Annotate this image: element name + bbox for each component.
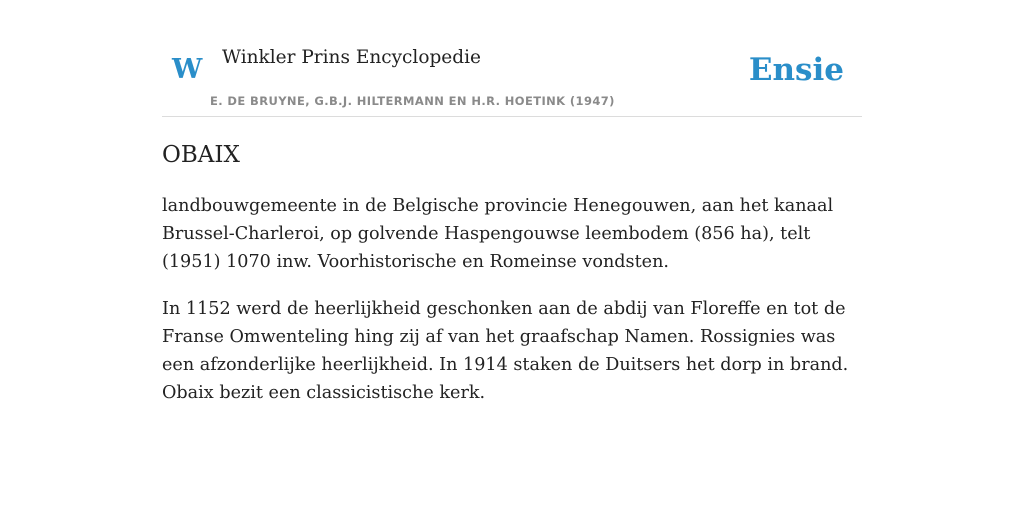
article-body	[162, 192, 862, 426]
entry-title: OBAIX	[162, 142, 240, 168]
article-paragraph: In 1152 werd de heerlijkheid geschonken aan de abdij van Floreffe en tot de Franse Omwenteling hing zij af van het graafschap Namen. Rossignies was een afzonderlijke heerlijkheid. In 1914 staken de Duitsers het dorp in brand. Obaix bezit een classicistische kerk.	[162, 299, 849, 403]
source-authors: E. DE BRUYNE, G.B.J. HILTERMANN EN H.R. HOETINK (1947)	[210, 94, 615, 108]
ensie-logo-link[interactable]: Ensie	[748, 52, 844, 88]
source-title: Winkler Prins Encyclopedie	[222, 47, 481, 68]
page	[162, 0, 862, 512]
source-header	[162, 0, 862, 117]
winkler-prins-logo: W	[172, 54, 203, 85]
article-paragraph: landbouwgemeente in de Belgische provincie Henegouwen, aan het kanaal Brussel-Charleroi, op golvende Haspengouwse leembodem (856 ha), telt (1951) 1070 inw. Voorhistorische en Romeinse vondsten.	[162, 196, 834, 272]
